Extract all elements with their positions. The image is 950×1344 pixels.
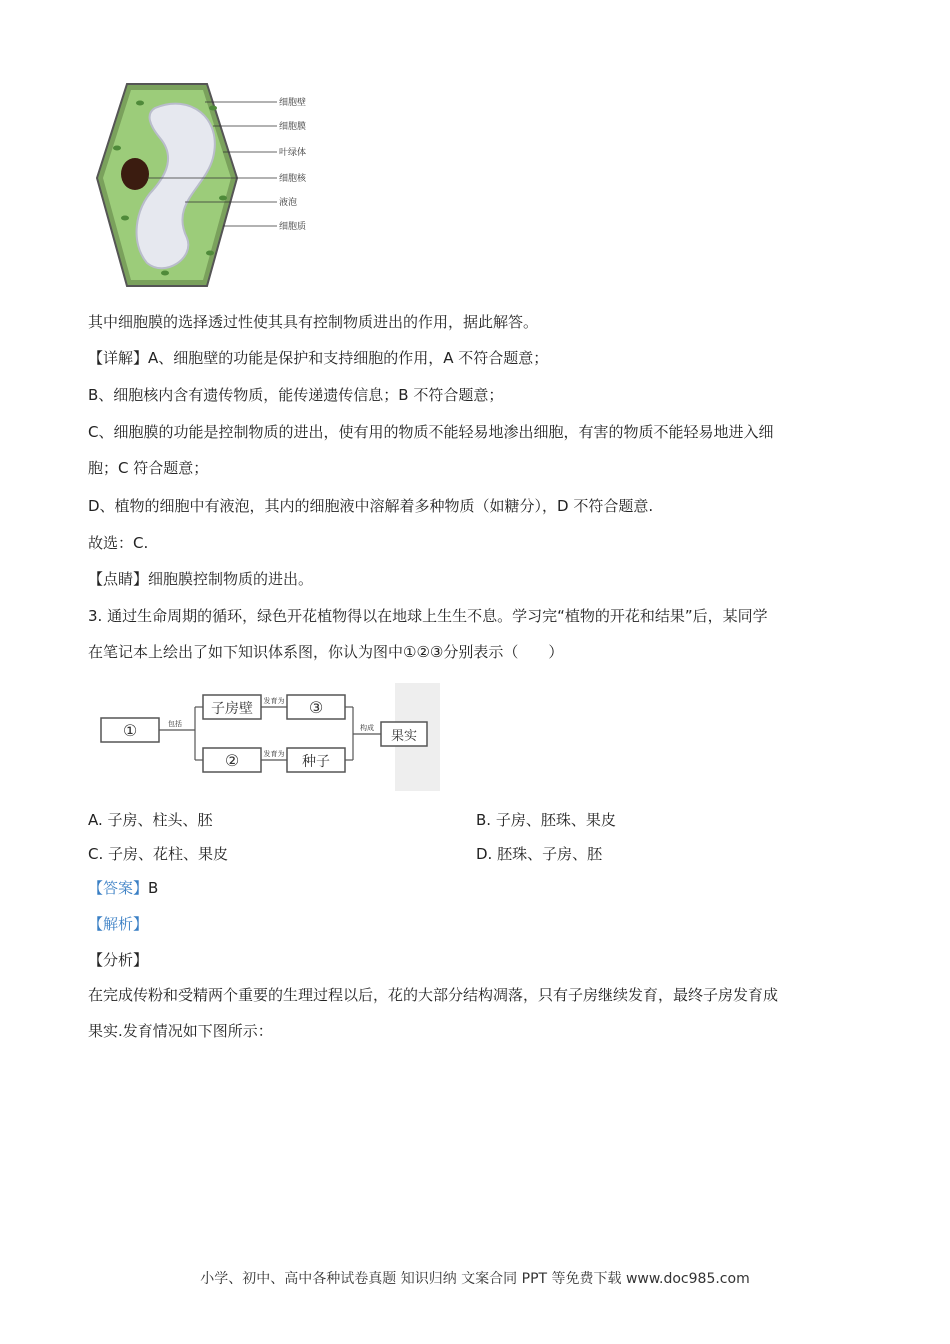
label-cytoplasm: 细胞质 [279, 222, 307, 232]
detail-line: 【详解】A、细胞壁的功能是保护和支持细胞的作用，A 不符合题意； [88, 349, 549, 367]
key-point-line: 【点睛】细胞膜控制物质的进出。 [88, 570, 314, 588]
question-3-line-1: 3. 通过生命周期的循环，绿色开花植物得以在地球上生生不息。学习完“植物的开花和结果”后，某同学 [88, 607, 768, 625]
option-c-explanation-cont: 胞；C 符合题意； [88, 459, 209, 477]
diagram-box-3-text: ③ [308, 698, 324, 717]
diagram-seed-text: 种子 [302, 754, 330, 770]
analysis-tag: 【解析】 [88, 915, 149, 933]
analysis-line-1: 在完成传粉和受精两个重要的生理过程以后，花的大部分结构凋落，只有子房继续发育，最终子房发育成 [88, 986, 779, 1004]
question-3-line-2: 在笔记本上绘出了如下知识体系图，你认为图中①②③分别表示（ ） [88, 643, 564, 661]
answer-line [88, 876, 868, 900]
option-c: C. 子房、花柱、果皮 [88, 845, 229, 863]
option-b-explanation: B、细胞核内含有遗传物质，能传递遗传信息；B 不符合题意； [88, 386, 504, 404]
diagram-include-label: 包括 [168, 720, 182, 728]
nucleus-shape [121, 158, 149, 190]
diagram-develop-label-2: 发育为 [263, 750, 285, 758]
option-b: B. 子房、胚珠、果皮 [476, 811, 616, 829]
diagram-box-1-text: ① [122, 721, 138, 740]
option-d-explanation: D、植物的细胞中有液泡，其内的细胞液中溶解着多种物质（如糖分），D 不符合题意. [88, 497, 654, 515]
analysis-line-2: 果实.发育情况如下图所示： [88, 1022, 273, 1040]
answer-value: B [148, 879, 159, 897]
diagram-box-2-text: ② [224, 751, 240, 770]
answer-choice-line: 故选：C. [88, 534, 149, 552]
label-cell-membrane: 细胞膜 [279, 122, 307, 132]
label-nucleus: 细胞核 [279, 174, 307, 184]
diagram-develop-label-1: 发育为 [263, 697, 285, 705]
label-vacuole: 液泡 [279, 198, 298, 208]
diagram-form-label: 构成 [360, 724, 374, 732]
diagram-ovary-wall-text: 子房壁 [211, 701, 253, 717]
flower-fruit-diagram [95, 683, 440, 791]
diagram-fruit-text: 果实 [390, 729, 418, 744]
answer-tag: 【答案】 [88, 879, 149, 897]
page-footer: 小学、初中、高中各种试卷真题 知识归纳 文案合同 PPT 等免费下载 www.doc985.com [200, 1271, 750, 1287]
plant-cell-figure [95, 78, 335, 293]
label-cell-wall: 细胞壁 [279, 98, 307, 108]
fenxi-tag: 【分析】 [88, 951, 149, 969]
label-chloroplast: 叶绿体 [279, 148, 307, 158]
option-a: A. 子房、柱头、胚 [88, 811, 213, 829]
option-d: D. 胚珠、子房、胚 [476, 845, 603, 863]
option-c-explanation: C、细胞膜的功能是控制物质的进出，使有用的物质不能轻易地渗出细胞，有害的物质不能轻易地进入细 [88, 423, 774, 441]
text-line-1: 其中细胞膜的选择透过性使其具有控制物质进出的作用，据此解答。 [88, 313, 539, 331]
